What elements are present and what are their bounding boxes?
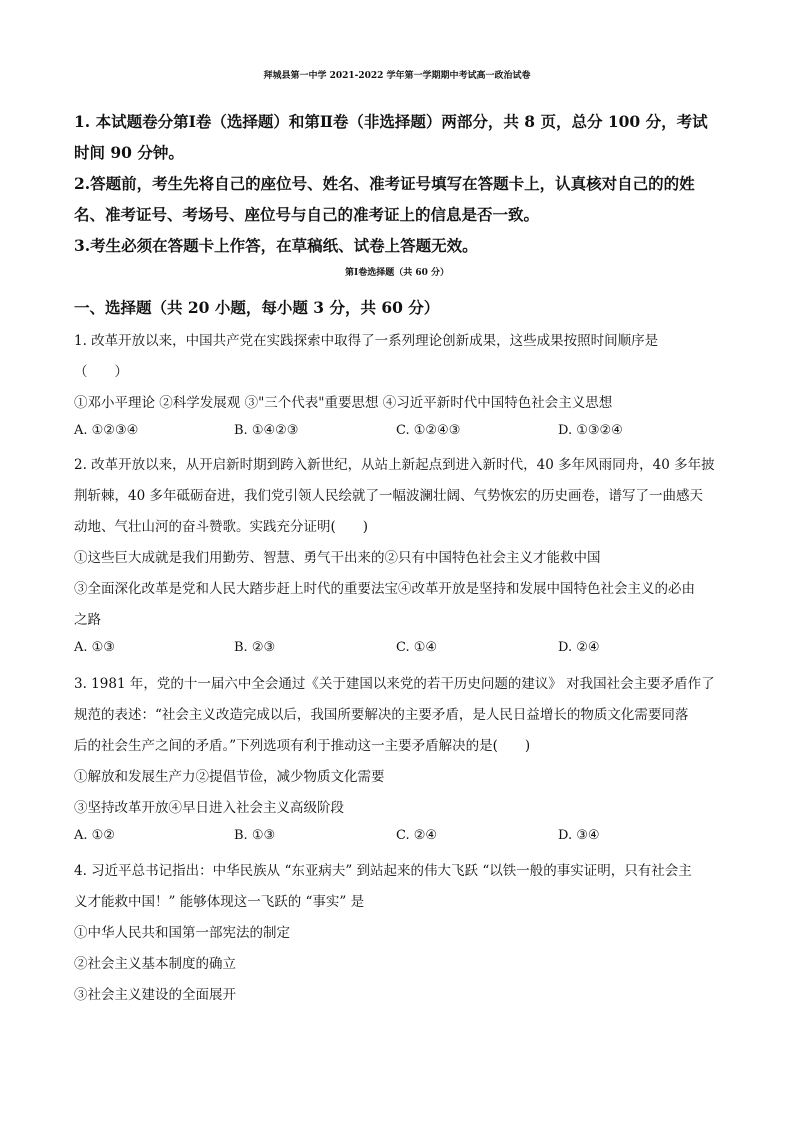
- question-1-stem: 1. 改革开放以来，中国共产党在实践探索中取得了一系列理论创新成果，这些成果按照时间顺序是: [74, 333, 659, 349]
- question-3-stem: 规范的表述：“社会主义改造完成以后，我国所要解决的主要矛盾，是人民日益增长的物质文化需要同落: [74, 707, 689, 723]
- instruction-line: 时间 90 分钟。: [74, 143, 184, 162]
- instruction-line: 2.答题前，考生先将自己的座位号、姓名、准考证号填写在答题卡上，认真核对自己的的姓: [74, 174, 695, 193]
- option-b[interactable]: B. ①④②③: [234, 423, 299, 438]
- question-1-items: ①邓小平理论 ②科学发展观 ③"三个代表"重要思想 ④习近平新时代中国特色社会主义思想: [74, 395, 613, 411]
- question-4-items: ②社会主义基本制度的确立: [74, 956, 236, 972]
- instruction-line: 1. 本试题卷分第Ⅰ卷（选择题）和第Ⅱ卷（非选择题）两部分，共 8 页，总分 100 分，考试: [74, 112, 708, 131]
- option-a[interactable]: A. ①②: [74, 828, 115, 843]
- question-2-items: 之路: [74, 612, 101, 628]
- question-3-stem: 3. 1981 年，党的十一届六中全会通过《关于建国以来党的若干历史问题的建议》 对我国社会主要矛盾作了: [74, 676, 715, 692]
- instruction-line: 名、准考证号、考场号、座位号与自己的准考证上的信息是否一致。: [74, 205, 540, 224]
- section-heading: 一、选择题（共 20 小题，每小题 3 分，共 60 分）: [74, 298, 440, 317]
- question-2-stem: 动地、气壮山河的奋斗赞歌。实践充分证明( ): [74, 519, 369, 535]
- question-4-items: ①中华人民共和国第一部宪法的制定: [74, 925, 290, 941]
- option-d[interactable]: D. ①③②④: [558, 423, 623, 438]
- question-4-stem: 4. 习近平总书记指出：中华民族从 “东亚病夫” 到站起来的伟大飞跃 “以铁一般的事实证明，只有社会主: [74, 863, 692, 879]
- instruction-line: 3.考生必须在答题卡上作答，在草稿纸、试卷上答题无效。: [74, 236, 478, 255]
- option-c[interactable]: C. ①②④③: [396, 423, 461, 438]
- question-3-items: ①解放和发展生产力②提倡节俭，减少物质文化需要: [74, 769, 385, 785]
- option-b[interactable]: B. ②③: [234, 640, 276, 655]
- question-4-stem: 义才能救中国！” 能够体现这一飞跃的 “事实” 是: [74, 894, 365, 910]
- question-2-items: ③全面深化改革是党和人民大踏步赶上时代的重要法宝④改革开放是坚持和发展中国特色社会主义的必由: [74, 581, 695, 597]
- question-2-stem: 荆斩棘，40 多年砥砺奋进，我们党引领人民绘就了一幅波澜壮阔、气势恢宏的历史画卷，谱写了一曲感天: [74, 488, 703, 504]
- option-c[interactable]: C. ②④: [396, 828, 438, 843]
- question-4-items: ③社会主义建设的全面展开: [74, 987, 236, 1003]
- option-d[interactable]: D. ②④: [558, 640, 600, 655]
- part-title: 第Ⅰ卷选择题（共 60 分）: [344, 268, 449, 278]
- question-3-stem: 后的社会生产之间的矛盾。”下列选项有利于推动这一主要矛盾解决的是( ): [74, 738, 531, 754]
- option-b[interactable]: B. ①③: [234, 828, 276, 843]
- option-a[interactable]: A. ①②③④: [74, 423, 139, 438]
- question-2-stem: 2. 改革开放以来，从开启新时期到跨入新世纪，从站上新起点到进入新时代，40 多年风雨同舟，40 多年披: [74, 457, 715, 473]
- exam-title: 拜城县第一中学 2021-2022 学年第一学期期中考试高一政治试卷: [263, 71, 531, 81]
- question-1-blank: （ ）: [74, 364, 128, 380]
- question-2-items: ①这些巨大成就是我们用勤劳、智慧、勇气干出来的②只有中国特色社会主义才能救中国: [74, 550, 601, 566]
- option-c[interactable]: C. ①④: [396, 640, 438, 655]
- option-a[interactable]: A. ①③: [74, 640, 115, 655]
- question-3-items: ③坚持改革开放④早日进入社会主义高级阶段: [74, 800, 344, 816]
- option-d[interactable]: D. ③④: [558, 828, 600, 843]
